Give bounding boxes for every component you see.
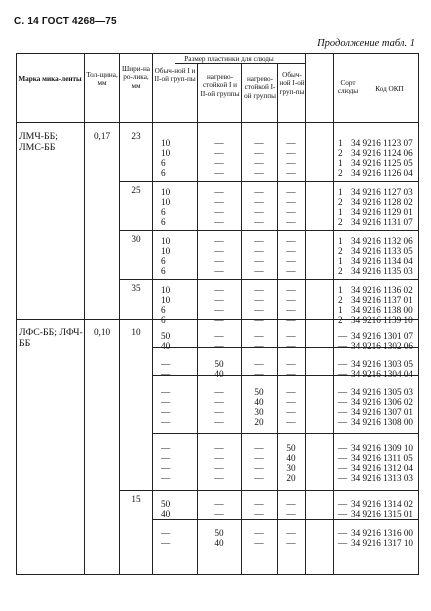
cell-c3: — <box>254 359 264 369</box>
cell-c4: — <box>286 369 296 379</box>
cell-grade: 2 <box>338 217 343 227</box>
width-separator <box>119 230 419 231</box>
cell-grade: — <box>338 341 348 351</box>
cell-c4: — <box>286 266 296 276</box>
page-header: С. 14 ГОСТ 4268—75 <box>14 16 117 27</box>
cell-c2: — <box>214 305 224 315</box>
table-bottom-rule <box>16 574 419 575</box>
cell-grade: — <box>338 463 348 473</box>
cell-grade: 2 <box>338 246 343 256</box>
cell-okp: 34 9216 1302 06 <box>351 341 414 351</box>
cell-c2: — <box>214 387 224 397</box>
header-okp: Код ОКП <box>375 85 404 93</box>
cell-c4: — <box>286 246 296 256</box>
cell-okp: 34 9216 1304 04 <box>351 369 414 379</box>
cell-grade: 2 <box>338 197 343 207</box>
cell-c2: — <box>214 197 224 207</box>
cell-c1: 6 <box>161 266 166 276</box>
cell-okp: 34 9216 1136 02 <box>351 285 413 295</box>
col-rule <box>152 53 153 575</box>
cell-c2: — <box>214 295 224 305</box>
cell-c3: 40 <box>254 397 264 407</box>
cell-c3: — <box>254 236 264 246</box>
cell-grade: — <box>338 453 348 463</box>
cell-c2: — <box>214 315 224 325</box>
col-rule <box>277 63 278 575</box>
width-35: 35 <box>131 283 141 293</box>
cell-grade: 2 <box>338 148 343 158</box>
cell-grade: 1 <box>338 207 343 217</box>
cell-c1: 6 <box>161 158 166 168</box>
width-23: 23 <box>131 131 141 141</box>
cell-c4: — <box>286 341 296 351</box>
cell-okp: 34 9216 1133 05 <box>351 246 413 256</box>
cell-okp: 34 9216 1303 05 <box>351 359 414 369</box>
mark-lmch: ЛМЧ-ББ; ЛМС-ББ <box>19 131 58 153</box>
cell-c3: — <box>254 187 264 197</box>
cell-okp: 34 9216 1124 06 <box>351 148 413 158</box>
cell-c4: — <box>286 538 296 548</box>
cell-okp: 34 9216 1308 00 <box>351 417 414 427</box>
cell-c4: — <box>286 407 296 417</box>
cell-c3: — <box>254 473 264 483</box>
cell-c1: — <box>161 443 171 453</box>
cell-c2: — <box>214 473 224 483</box>
cell-c3: — <box>254 285 264 295</box>
cell-c2: — <box>214 187 224 197</box>
cell-c3: — <box>254 295 264 305</box>
table-top-rule <box>16 53 419 54</box>
cell-grade: — <box>338 359 348 369</box>
cell-c3: — <box>254 499 264 509</box>
cell-c4: — <box>286 315 296 325</box>
cell-c3: — <box>254 207 264 217</box>
cell-c3: 30 <box>254 407 264 417</box>
cell-c1: 40 <box>161 341 171 351</box>
col-rule <box>16 53 17 575</box>
cell-c4: — <box>286 158 296 168</box>
cell-grade: 1 <box>338 285 343 295</box>
cell-okp: 34 9216 1314 02 <box>351 499 414 509</box>
col-rule <box>197 63 198 575</box>
cell-c4: — <box>286 359 296 369</box>
cell-c4: — <box>286 331 296 341</box>
cell-c4: 40 <box>286 453 296 463</box>
cell-c1: — <box>161 359 171 369</box>
cell-c1: 6 <box>161 217 166 227</box>
cell-c2: — <box>214 138 224 148</box>
cell-c4: — <box>286 256 296 266</box>
cell-grade: — <box>338 443 348 453</box>
cell-c1: — <box>161 453 171 463</box>
cell-okp: 34 9216 1301 07 <box>351 331 414 341</box>
cell-c2: 50 <box>214 359 224 369</box>
cell-okp: 34 9216 1129 01 <box>351 207 413 217</box>
cell-c2: — <box>214 217 224 227</box>
cell-c1: 10 <box>161 246 171 256</box>
cell-grade: — <box>338 397 348 407</box>
okp-code-table <box>16 53 419 575</box>
cell-okp: 34 9216 1312 04 <box>351 463 414 473</box>
cell-c2: — <box>214 246 224 256</box>
width-10: 10 <box>131 327 141 337</box>
cell-grade: — <box>338 417 348 427</box>
cell-okp: 34 9216 1135 03 <box>351 266 413 276</box>
cell-c1: 10 <box>161 148 171 158</box>
cell-c4: — <box>286 305 296 315</box>
cell-okp: 34 9216 1317 10 <box>351 538 414 548</box>
cell-c2: — <box>214 341 224 351</box>
cell-okp: 34 9216 1311 05 <box>351 453 413 463</box>
cell-grade: — <box>338 528 348 538</box>
col-rule <box>418 53 419 575</box>
header-bottom-rule <box>16 122 419 123</box>
cell-grade: 2 <box>338 295 343 305</box>
cell-c4: — <box>286 168 296 178</box>
cell-c2: — <box>214 407 224 417</box>
cell-c1: — <box>161 369 171 379</box>
mark-lfs: ЛФС-ББ; ЛФЧ-ББ <box>19 327 83 349</box>
cell-c4: — <box>286 207 296 217</box>
cell-c1: 10 <box>161 138 171 148</box>
cell-c2: — <box>214 256 224 266</box>
cell-c3: — <box>254 369 264 379</box>
cell-c3: — <box>254 331 264 341</box>
cell-c2: — <box>214 509 224 519</box>
cell-c1: 10 <box>161 197 171 207</box>
cell-c1: 6 <box>161 315 166 325</box>
cell-c3: — <box>254 528 264 538</box>
cell-c4: — <box>286 397 296 407</box>
col-rule <box>119 53 120 575</box>
cell-c3: — <box>254 341 264 351</box>
header-mark: Марка мика-ленты <box>18 75 82 83</box>
cell-c4: — <box>286 528 296 538</box>
cell-c2: — <box>214 417 224 427</box>
cell-c1: — <box>161 538 171 548</box>
cell-c3: — <box>254 453 264 463</box>
cell-c1: 10 <box>161 236 171 246</box>
cell-c2: 40 <box>214 538 224 548</box>
cell-okp: 34 9216 1307 01 <box>351 407 414 417</box>
cell-grade: — <box>338 473 348 483</box>
cell-c4: 30 <box>286 463 296 473</box>
header-sub-ordinary-1: Обыч-ной I-ой груп-пы <box>279 71 305 96</box>
cell-okp: 34 9216 1126 04 <box>351 168 413 178</box>
cell-c4: — <box>286 285 296 295</box>
cell-grade: — <box>338 538 348 548</box>
cell-c1: — <box>161 528 171 538</box>
cell-okp: 34 9216 1123 07 <box>351 138 413 148</box>
continuation-label: Продолжение табл. 1 <box>317 38 415 49</box>
cell-c4: 20 <box>286 473 296 483</box>
cell-c1: 6 <box>161 168 166 178</box>
cell-grade: 1 <box>338 158 343 168</box>
cell-c2: — <box>214 331 224 341</box>
cell-c4: — <box>286 217 296 227</box>
header-width: Шири-на ро-лика, мм <box>122 65 150 90</box>
cell-c3: — <box>254 443 264 453</box>
cell-c3: 50 <box>254 387 264 397</box>
cell-c2: — <box>214 207 224 217</box>
cell-c1: 10 <box>161 285 171 295</box>
row-group-separator <box>152 519 419 520</box>
cell-c1: 6 <box>161 305 166 315</box>
cell-c4: — <box>286 295 296 305</box>
cell-okp: 34 9216 1315 01 <box>351 509 414 519</box>
col-rule <box>84 53 85 575</box>
cell-c2: 40 <box>214 369 224 379</box>
cell-c1: — <box>161 417 171 427</box>
cell-c3: — <box>254 148 264 158</box>
thickness-017: 0,17 <box>93 131 111 141</box>
cell-okp: 34 9216 1139 10 <box>351 315 413 325</box>
cell-c3: — <box>254 315 264 325</box>
cell-c1: — <box>161 407 171 417</box>
cell-c4: — <box>286 499 296 509</box>
col-rule <box>305 53 306 575</box>
cell-c1: — <box>161 463 171 473</box>
cell-c1: 10 <box>161 295 171 305</box>
cell-okp: 34 9216 1128 02 <box>351 197 413 207</box>
header-grade: Сорт слюды <box>337 79 359 96</box>
cell-c4: — <box>286 138 296 148</box>
cell-c1: — <box>161 473 171 483</box>
cell-c3: — <box>254 246 264 256</box>
cell-grade: 1 <box>338 256 343 266</box>
cell-c2: — <box>214 168 224 178</box>
cell-c4: — <box>286 197 296 207</box>
col-rule <box>333 53 334 575</box>
header-sub-heatproof-1-2: нагрево-стойкой I и II-ой группы <box>200 73 240 98</box>
cell-c2: — <box>214 158 224 168</box>
cell-c1: 40 <box>161 509 171 519</box>
cell-grade: 1 <box>338 187 343 197</box>
cell-c4: — <box>286 387 296 397</box>
cell-c1: — <box>161 387 171 397</box>
cell-c1: — <box>161 397 171 407</box>
cell-c1: 50 <box>161 331 171 341</box>
cell-c3: — <box>254 305 264 315</box>
cell-c4: — <box>286 509 296 519</box>
width-separator <box>119 490 419 491</box>
cell-grade: 2 <box>338 266 343 276</box>
cell-okp: 34 9216 1131 07 <box>351 217 413 227</box>
width-25: 25 <box>131 185 141 195</box>
cell-okp: 34 9216 1306 02 <box>351 397 414 407</box>
cell-c2: — <box>214 499 224 509</box>
cell-c3: — <box>254 463 264 473</box>
cell-c3: — <box>254 197 264 207</box>
cell-grade: — <box>338 331 348 341</box>
cell-okp: 34 9216 1313 03 <box>351 473 414 483</box>
cell-grade: — <box>338 387 348 397</box>
cell-c1: 6 <box>161 256 166 266</box>
cell-okp: 34 9216 1138 00 <box>351 305 413 315</box>
cell-c2: — <box>214 285 224 295</box>
cell-grade: 1 <box>338 305 343 315</box>
cell-okp: 34 9216 1309 10 <box>351 443 414 453</box>
cell-c3: — <box>254 138 264 148</box>
cell-c3: 20 <box>254 417 264 427</box>
header-sub-heatproof-1: нагрево-стойкой I-ой группы <box>244 75 276 100</box>
cell-c2: — <box>214 453 224 463</box>
cell-c3: — <box>254 538 264 548</box>
cell-c1: 10 <box>161 187 171 197</box>
width-15: 15 <box>131 494 141 504</box>
cell-c2: — <box>214 266 224 276</box>
header-thickness: Тол-щина, мм <box>86 71 118 88</box>
cell-c4: — <box>286 148 296 158</box>
header-plate-size: Размер пластинки для слюды <box>184 55 274 63</box>
cell-c4: 50 <box>286 443 296 453</box>
cell-okp: 34 9216 1132 06 <box>351 236 413 246</box>
cell-c1: 6 <box>161 207 166 217</box>
cell-c4: — <box>286 417 296 427</box>
cell-grade: — <box>338 407 348 417</box>
width-separator <box>119 279 419 280</box>
cell-okp: 34 9216 1134 04 <box>351 256 413 266</box>
cell-c4: — <box>286 236 296 246</box>
thickness-010: 0,10 <box>93 327 111 337</box>
cell-grade: — <box>338 499 348 509</box>
cell-c4: — <box>286 187 296 197</box>
width-separator <box>119 181 419 182</box>
cell-c3: — <box>254 509 264 519</box>
cell-c2: — <box>214 397 224 407</box>
header-sub-ordinary-1-2: Обыч-ной I и II-ой груп-пы <box>154 67 196 84</box>
cell-grade: 1 <box>338 236 343 246</box>
cell-okp: 34 9216 1125 05 <box>351 158 413 168</box>
cell-grade: 2 <box>338 168 343 178</box>
cell-grade: — <box>338 369 348 379</box>
cell-c2: — <box>214 443 224 453</box>
cell-okp: 34 9216 1137 01 <box>351 295 413 305</box>
cell-okp: 34 9216 1316 00 <box>351 528 414 538</box>
cell-c2: 50 <box>214 528 224 538</box>
cell-okp: 34 9216 1127 03 <box>351 187 413 197</box>
cell-grade: — <box>338 509 348 519</box>
cell-c3: — <box>254 158 264 168</box>
row-group-separator <box>152 433 419 434</box>
cell-c2: — <box>214 236 224 246</box>
col-rule <box>241 63 242 575</box>
cell-c2: — <box>214 463 224 473</box>
width-30: 30 <box>131 234 141 244</box>
cell-okp: 34 9216 1305 03 <box>351 387 414 397</box>
cell-c2: — <box>214 148 224 158</box>
cell-c3: — <box>254 266 264 276</box>
cell-grade: 2 <box>338 315 343 325</box>
cell-c3: — <box>254 217 264 227</box>
cell-c3: — <box>254 256 264 266</box>
cell-grade: 1 <box>338 138 343 148</box>
cell-c1: 50 <box>161 499 171 509</box>
cell-c3: — <box>254 168 264 178</box>
